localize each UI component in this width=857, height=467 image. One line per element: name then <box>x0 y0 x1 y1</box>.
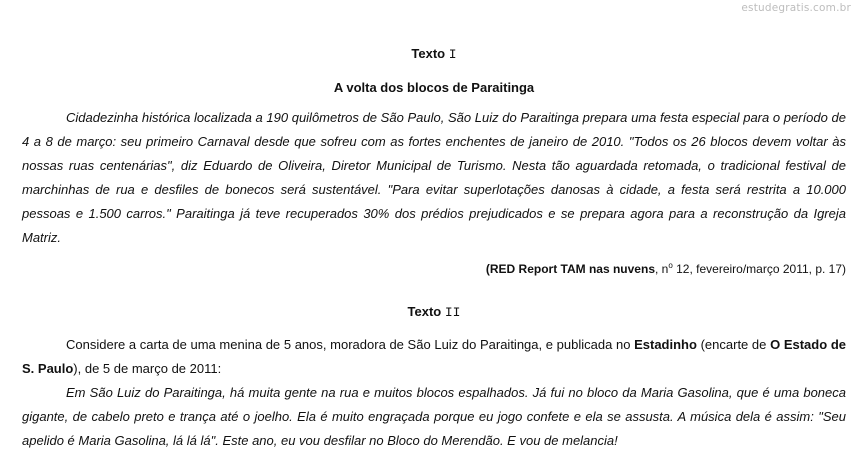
site-watermark: estudegratis.com.br <box>741 2 851 14</box>
source-open: ( <box>485 262 490 276</box>
intro-part1: Considere a carta de uma menina de 5 anos, moradora de São Luiz do Paraitinga, e publicada no <box>66 337 635 352</box>
texto-2-numeral: II <box>444 305 461 320</box>
texto-2-intro <box>22 333 846 381</box>
texto-1-label: Texto <box>411 46 446 61</box>
texto-1-body: Cidadezinha histórica localizada a 190 quilômetros de São Paulo, São Luiz do Paraitinga prepara uma festa especial para o período de 4 a 8 de março: seu primeiro Carnaval desde que sofreu com as fortes enchentes de janeiro de 2010. "Todos os 26 blocos devem voltar às nossas ruas centenárias", diz Eduardo de Oliveira, Diretor Municipal de Turismo. Nesta tão aguardada retomada, o tradicional festival de marchinhas de rua e desfiles de bonecos será sustentável. "Para evitar superlotações danosas à cidade, a festa será restrita a 10.000 pessoas e 1.500 carros." Paraitinga já teve recuperados 30% dos prédios prejudicados e se prepara agora para a reconstrução da Igreja Matriz. <box>22 110 846 245</box>
source-details: 12, fevereiro/março 2011, p. 17) <box>672 262 846 276</box>
source-sup: o <box>668 261 673 270</box>
texto-1-numeral: I <box>448 47 457 62</box>
texto-2-label: Texto <box>407 304 442 319</box>
source-sep: , n <box>655 262 669 276</box>
intro-bold-estado: O Estado de S. Paulo <box>22 337 846 376</box>
intro-bold-estadinho: Estadinho <box>634 337 697 352</box>
intro-part2: (encarte de <box>696 337 771 352</box>
texto-2-heading <box>22 304 846 321</box>
source-publication: RED Report TAM nas nuvens <box>489 262 655 276</box>
texto-1-heading <box>22 46 846 63</box>
texto-1-source <box>486 258 846 277</box>
texto-1-title: A volta dos blocos de Paraitinga <box>333 80 535 95</box>
texto-2-letter: Em São Luiz do Paraitinga, há muita gente na rua e muitos blocos espalhados. Já fui no bloco da Maria Gasolina, que é uma boneca gigante, de cabelo preto e trança até o joelho. Ela é muito engraçada porque eu jogo confete e ela se assusta. A música dela é assim: "Seu apelido é Maria Gasolina, lá lá lá". Este ano, eu vou desfilar no Bloco do Merendão. E vou de melancia! <box>22 385 846 448</box>
intro-part3: ), de 5 de março de 2011: <box>73 361 222 376</box>
